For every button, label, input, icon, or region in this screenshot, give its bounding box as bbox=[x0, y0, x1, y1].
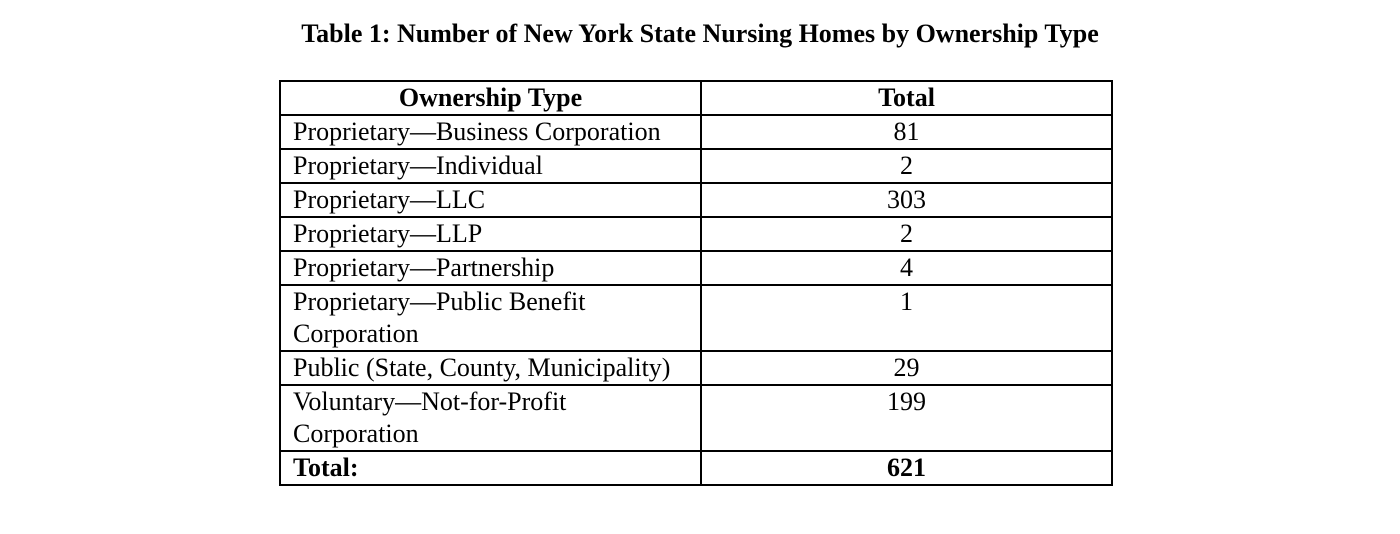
header-row bbox=[280, 81, 1112, 115]
total-cell: 4 bbox=[701, 251, 1112, 285]
table-row bbox=[280, 115, 1112, 149]
total-cell: 199 bbox=[701, 385, 1112, 451]
ownership-type-cell: Public (State, County, Municipality) bbox=[280, 351, 701, 385]
table-title: Table 1: Number of New York State Nursing Homes by Ownership Type bbox=[301, 19, 1099, 48]
ownership-type-cell: Proprietary—LLC bbox=[280, 183, 701, 217]
ownership-type-cell: Proprietary—Partnership bbox=[280, 251, 701, 285]
ownership-type-cell: Proprietary—LLP bbox=[280, 217, 701, 251]
total-cell: 81 bbox=[701, 115, 1112, 149]
total-cell: 303 bbox=[701, 183, 1112, 217]
table-row bbox=[280, 351, 1112, 385]
total-label: Total: bbox=[280, 451, 701, 485]
table-row bbox=[280, 149, 1112, 183]
table-row bbox=[280, 217, 1112, 251]
total-cell: 2 bbox=[701, 149, 1112, 183]
ownership-type-cell: Voluntary—Not-for-Profit Corporation bbox=[280, 385, 701, 451]
total-cell: 29 bbox=[701, 351, 1112, 385]
total-row bbox=[280, 451, 1112, 485]
ownership-table bbox=[279, 80, 1113, 486]
ownership-type-cell: Proprietary—Individual bbox=[280, 149, 701, 183]
table-row bbox=[280, 285, 1112, 351]
header-total: Total bbox=[701, 81, 1112, 115]
header-ownership-type: Ownership Type bbox=[280, 81, 701, 115]
ownership-type-cell: Proprietary—Business Corporation bbox=[280, 115, 701, 149]
total-cell: 2 bbox=[701, 217, 1112, 251]
grand-total-value: 621 bbox=[701, 451, 1112, 485]
total-cell: 1 bbox=[701, 285, 1112, 351]
ownership-type-cell: Proprietary—Public Benefit Corporation bbox=[280, 285, 701, 351]
table-row bbox=[280, 251, 1112, 285]
table-row bbox=[280, 385, 1112, 451]
table-row bbox=[280, 183, 1112, 217]
